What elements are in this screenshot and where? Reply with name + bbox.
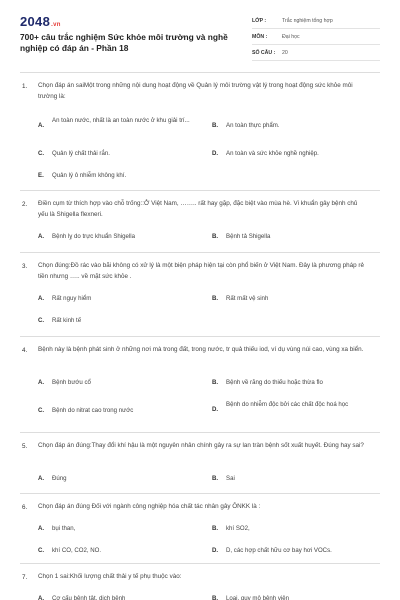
option-text: Bệnh về răng do thiếu hoặc thừa flo xyxy=(226,379,323,386)
option-letter: B. xyxy=(212,475,219,482)
option-text: Rất mất vệ sinh xyxy=(226,295,269,302)
divider xyxy=(20,493,380,494)
meta-key: LỚP : xyxy=(252,17,267,24)
divider xyxy=(20,563,380,564)
option-text: Quản lý chất thải rắn. xyxy=(52,150,110,157)
option-text: Sai xyxy=(226,475,235,482)
meta-value: 20 xyxy=(282,49,288,56)
page-title: 700+ câu trắc nghiệm Sức khỏe môi trường và nghề nghiệp có đáp án - Phần 18 xyxy=(20,32,228,53)
question-text: Bệnh này là bệnh phát sinh ở những nơi mà trong đất, trong nước, tr quả thiếu iod, ví dụ vùng núi cao, vùng xa biển. xyxy=(38,346,364,353)
option-text: Bệnh do nitrat cao trong nước xyxy=(52,407,134,414)
option-text: Quản lý ô nhiễm không khí. xyxy=(52,172,127,179)
question-number: 2. xyxy=(22,201,28,208)
meta-info xyxy=(252,13,380,61)
option-letter: A. xyxy=(38,295,45,302)
meta-row-subject xyxy=(252,29,380,45)
question-number: 7. xyxy=(22,574,28,581)
question-number: 6. xyxy=(22,504,28,511)
site-logo[interactable] xyxy=(20,14,61,29)
logo-text: 2048 xyxy=(20,14,51,29)
question-text: Điền cụm từ thích hợp vào chỗ trống::Ở Việt Nam, …….. rất hay gặp, đặc biệt vào mùa hè. Vi khuẩn gây bệnh chủ yếu là Shigella flexneri. xyxy=(38,200,358,218)
option-text: Bệnh bướu cổ xyxy=(52,379,91,386)
option-letter: E. xyxy=(38,172,44,179)
divider xyxy=(20,190,380,191)
option-letter: A. xyxy=(38,525,45,532)
question-text: Chọn đúng:Đồ rác vào bãi không có xử lý là một biện pháp hiện tại còn phổ biến ở Việt Nam. Đây là phương pháp rẻ tiền nhưng ….. về mặt sức khỏe . xyxy=(38,262,365,280)
option-letter: D. xyxy=(212,547,219,554)
question-number: 4. xyxy=(22,347,28,354)
divider xyxy=(20,336,380,337)
divider xyxy=(20,72,380,73)
option-text: An toàn và sức khỏe nghề nghiệp. xyxy=(226,150,319,157)
option-text: Bệnh lỵ do trực khuẩn Shigella xyxy=(52,233,136,240)
option-letter: D. xyxy=(212,150,219,157)
option-letter: B. xyxy=(212,295,219,302)
option-letter: A. xyxy=(38,475,45,482)
option-letter: B. xyxy=(212,379,219,386)
option-text: Đúng xyxy=(52,475,67,482)
option-letter: D. xyxy=(212,406,219,413)
option-letter: C. xyxy=(38,150,45,157)
question-text: Chọn 1 sai:Khối lượng chất thải y tế phụ thuộc vào: xyxy=(38,573,182,580)
option-letter: B. xyxy=(212,233,219,240)
option-text: Bệnh tả Shigella xyxy=(226,233,271,240)
question-number: 5. xyxy=(22,443,28,450)
meta-key: MÔN : xyxy=(252,33,268,40)
option-letter: C. xyxy=(38,407,45,414)
divider xyxy=(20,252,380,253)
option-text: Rất kinh tế xyxy=(52,317,82,324)
option-letter: B. xyxy=(212,595,219,600)
option-text: Loại, quy mô bệnh viện xyxy=(226,595,290,600)
question-text: Chọn đáp án đúng Đối với ngành công nghiệp hóa chất tác nhân gây ÔNKK là : xyxy=(38,503,261,510)
option-text: khí SO2, xyxy=(226,525,250,532)
question-number: 3. xyxy=(22,263,28,270)
option-text: Rất nguy hiểm xyxy=(52,295,92,302)
option-letter: B. xyxy=(212,525,219,532)
header xyxy=(0,0,400,62)
option-text: D, các hợp chất hữu cơ bay hơi VOCs. xyxy=(226,547,332,554)
question-number: 1. xyxy=(22,83,28,90)
option-letter: A. xyxy=(38,122,45,129)
option-letter: B. xyxy=(212,122,219,129)
option-letter: A. xyxy=(38,379,45,386)
option-text: An toàn thực phẩm. xyxy=(226,122,280,129)
meta-value: Trắc nghiệm tổng hợp xyxy=(282,17,333,24)
meta-row-count xyxy=(252,45,380,61)
option-text: Cơ cấu bệnh tật, dịch bệnh xyxy=(52,595,126,600)
meta-row-class xyxy=(252,13,380,29)
option-letter: C. xyxy=(38,547,45,554)
option-text: bụi than, xyxy=(52,525,76,532)
option-text: Bệnh do nhiễm độc bởi các chất độc hoá học xyxy=(226,401,349,408)
meta-value: Đại học xyxy=(282,33,300,40)
option-letter: A. xyxy=(38,595,45,600)
meta-key: SỐ CÂU : xyxy=(252,49,276,56)
divider xyxy=(20,432,380,433)
option-letter: C. xyxy=(38,317,45,324)
question-text: Chọn đáp án đúng:Thay đổi khí hậu là một nguyên nhân chính gây ra sự lan tràn bệnh sốt xuất huyết. Đúng hay sai? xyxy=(38,442,364,449)
option-letter: A. xyxy=(38,233,45,240)
question-text: Chọn đáp án saiMột trong những nội dung hoạt động về Quản lý môi trường vật lý trong hoạt động sức khỏe môi trường là: xyxy=(38,82,353,100)
option-text: An toàn nước, nhất là an toàn nước ở khu giải trí... xyxy=(52,117,190,124)
logo-suffix: .vn xyxy=(51,22,61,28)
option-text: khí CO, CO2, NO. xyxy=(52,547,102,554)
